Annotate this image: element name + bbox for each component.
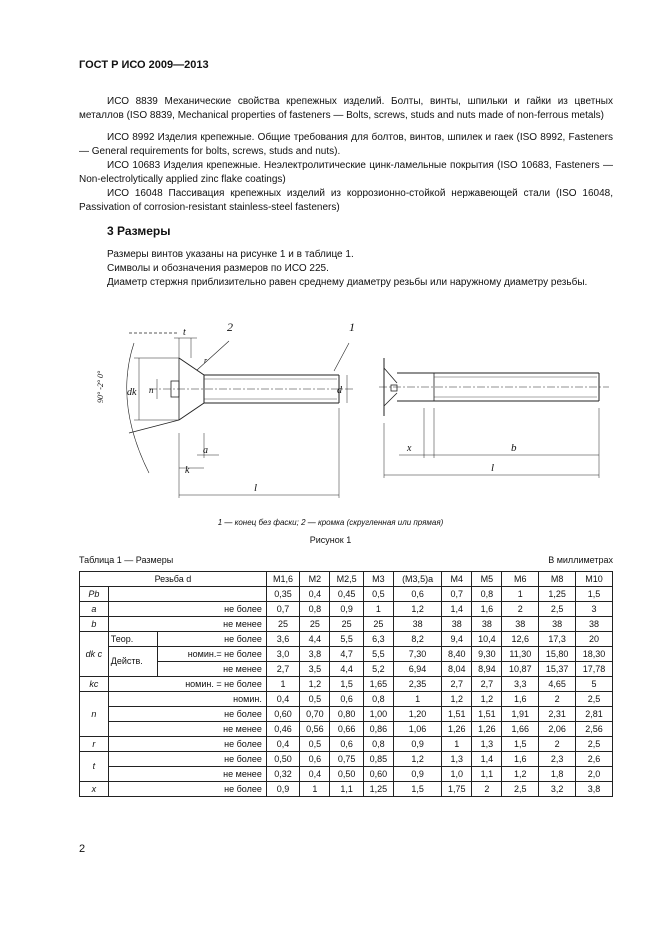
table-cell: 1,2 xyxy=(472,692,502,707)
table-cell: 25 xyxy=(266,617,299,632)
label-l2: l xyxy=(491,462,495,474)
table-symbol: dk c xyxy=(80,632,109,677)
label-b: b xyxy=(511,442,517,454)
table-cell: 0,5 xyxy=(300,737,330,752)
table-cell: 1,4 xyxy=(472,752,502,767)
table-cell: 0,4 xyxy=(300,767,330,782)
page-number: 2 xyxy=(79,843,86,855)
table-cell: 0,85 xyxy=(363,752,393,767)
table-unit: В миллиметрах xyxy=(548,555,613,565)
table-cell: 25 xyxy=(363,617,393,632)
table-cell: 5,2 xyxy=(363,662,393,677)
table-cell: 2,81 xyxy=(576,707,613,722)
table-cell: 9,4 xyxy=(442,632,472,647)
label-k: k xyxy=(185,465,190,476)
table-cell: 1,25 xyxy=(539,587,576,602)
table-cell: 1,5 xyxy=(393,782,441,797)
table-cell: 38 xyxy=(576,617,613,632)
table-cell: 1,06 xyxy=(393,722,441,737)
table-cell: 5,5 xyxy=(330,632,363,647)
table-cell: 17,78 xyxy=(576,662,613,677)
table-cell: 38 xyxy=(393,617,441,632)
table-cell: 1,3 xyxy=(472,737,502,752)
table-row xyxy=(80,692,613,707)
table-cell: 4,4 xyxy=(330,662,363,677)
table-cell: 0,50 xyxy=(266,752,299,767)
table-cell: 2 xyxy=(502,602,539,617)
table-row xyxy=(80,677,613,692)
table-cell: 1,0 xyxy=(442,767,472,782)
table-condition: не менее xyxy=(108,617,266,632)
table-row xyxy=(80,722,613,737)
section-title: 3 Размеры xyxy=(107,224,171,238)
table-cell: 1,2 xyxy=(393,752,441,767)
table-header-cell: (M3,5)a xyxy=(393,572,441,587)
table-cell: 0,45 xyxy=(330,587,363,602)
table-cell: 4,7 xyxy=(330,647,363,662)
label-x: x xyxy=(407,443,412,454)
table-symbol: a xyxy=(80,602,109,617)
ref-iso-16048: ИСО 16048 Пассивация крепежных изделий из коррозионно-стойкой нержавеющей стали (ISO 16048, Passivation of corrosion-resistant stainless-steel fasteners) xyxy=(79,188,613,213)
table-cell: 0,6 xyxy=(300,752,330,767)
table-subhead: Действ. xyxy=(108,647,158,677)
table-symbol: x xyxy=(80,782,109,797)
table-cell: 1,2 xyxy=(393,602,441,617)
ref-iso-8992: ИСО 8992 Изделия крепежные. Общие требования для болтов, винтов, шпилек и гаек (ISO 8992, Fasteners — General requirements for bolts, screws, studs and nuts). xyxy=(79,132,613,157)
figure-caption: Рисунок 1 xyxy=(309,535,352,545)
table-cell: 4,65 xyxy=(539,677,576,692)
figure-legend: 1 — конец без фаски; 2 — кромка (скругленная или прямая) xyxy=(217,518,444,527)
section-para: Символы и обозначения размеров по ИСО 225. xyxy=(107,263,329,274)
table-condition: номин. xyxy=(108,692,266,707)
table-cell: 3,6 xyxy=(266,632,299,647)
table-cell: 2,56 xyxy=(576,722,613,737)
table-cell: 1 xyxy=(442,737,472,752)
table-cell: 0,9 xyxy=(393,767,441,782)
table-cell: 1,1 xyxy=(330,782,363,797)
table-cell: 7,30 xyxy=(393,647,441,662)
table-cell: 2 xyxy=(472,782,502,797)
table-cell: 6,3 xyxy=(363,632,393,647)
table-cell: 18,30 xyxy=(576,647,613,662)
table-cell: 15,37 xyxy=(539,662,576,677)
table-header-thread: Резьба d xyxy=(80,572,267,587)
table-symbol: b xyxy=(80,617,109,632)
table-cell: 0,9 xyxy=(330,602,363,617)
table-symbol: Pb xyxy=(80,587,109,602)
table-row xyxy=(80,737,613,752)
table-cell: 25 xyxy=(300,617,330,632)
table-cell: 0,86 xyxy=(363,722,393,737)
table-cell: 2,7 xyxy=(442,677,472,692)
table-cell: 1 xyxy=(502,587,539,602)
table-cell: 5,5 xyxy=(363,647,393,662)
table-cell: 0,8 xyxy=(300,602,330,617)
table-caption: Таблица 1 — Размеры xyxy=(79,555,174,565)
table-cell: 8,04 xyxy=(442,662,472,677)
table-cell: 0,32 xyxy=(266,767,299,782)
table-cell: 38 xyxy=(442,617,472,632)
table-cell: 2 xyxy=(539,737,576,752)
table-cell: 2,31 xyxy=(539,707,576,722)
table-cell: 1,5 xyxy=(502,737,539,752)
table-condition: не более xyxy=(108,707,266,722)
table-cell: 1,5 xyxy=(330,677,363,692)
table-cell: 2,3 xyxy=(539,752,576,767)
table-cell: 0,8 xyxy=(363,737,393,752)
table-cell: 0,7 xyxy=(442,587,472,602)
table-cell: 0,6 xyxy=(330,692,363,707)
table-cell: 0,4 xyxy=(300,587,330,602)
callout-1: 1 xyxy=(349,320,355,334)
table-cell: 2,6 xyxy=(576,752,613,767)
table-cell: 2,0 xyxy=(576,767,613,782)
ref-iso-10683: ИСО 10683 Изделия крепежные. Неэлектролитические цинк-ламельные покрытия (ISO 10683, Fasteners — Non-electrolytically applied zinc flake coatings) xyxy=(79,160,613,185)
table-cell: 0,7 xyxy=(266,602,299,617)
table-header-cell: M10 xyxy=(576,572,613,587)
table-row xyxy=(80,707,613,722)
table-condition: не более xyxy=(108,602,266,617)
table-condition: не более xyxy=(158,632,267,647)
table-cell: 6,94 xyxy=(393,662,441,677)
table-cell: 0,35 xyxy=(266,587,299,602)
table-condition: номин.= не более xyxy=(158,647,267,662)
table-cell: 1,5 xyxy=(576,587,613,602)
table-cell: 8,40 xyxy=(442,647,472,662)
label-dk: dk xyxy=(127,387,137,398)
table-cell: 1,91 xyxy=(502,707,539,722)
table-cell: 3,8 xyxy=(576,782,613,797)
table-cell: 2,06 xyxy=(539,722,576,737)
table-condition xyxy=(108,587,266,602)
table-cell: 0,6 xyxy=(393,587,441,602)
table-cell: 25 xyxy=(330,617,363,632)
table-row xyxy=(80,587,613,602)
table-row xyxy=(80,632,613,647)
table-symbol: r xyxy=(80,737,109,752)
table-cell: 3,0 xyxy=(266,647,299,662)
table-cell: 2,5 xyxy=(502,782,539,797)
table-cell: 0,75 xyxy=(330,752,363,767)
section-para: Диаметр стержня приблизительно равен среднему диаметру резьбы или наружному диаметру резьбы. xyxy=(107,277,588,288)
table-cell: 0,5 xyxy=(300,692,330,707)
table-condition: не более xyxy=(108,782,266,797)
table-row xyxy=(80,752,613,767)
table-cell: 0,5 xyxy=(363,587,393,602)
table-cell: 1,51 xyxy=(442,707,472,722)
table-cell: 2,35 xyxy=(393,677,441,692)
table-cell: 1,6 xyxy=(502,752,539,767)
table-header-cell: M1,6 xyxy=(266,572,299,587)
label-t: t xyxy=(183,327,186,338)
table-header-cell: M2 xyxy=(300,572,330,587)
table-cell: 2 xyxy=(539,692,576,707)
table-subhead: Теор. xyxy=(108,632,158,647)
page-header: ГОСТ Р ИСО 2009—2013 xyxy=(79,59,209,71)
table-cell: 8,94 xyxy=(472,662,502,677)
table-cell: 2,5 xyxy=(576,737,613,752)
table-cell: 1,6 xyxy=(472,602,502,617)
table-cell: 0,70 xyxy=(300,707,330,722)
table-cell: 0,60 xyxy=(266,707,299,722)
table-cell: 1,3 xyxy=(442,752,472,767)
table-cell: 5 xyxy=(576,677,613,692)
label-n: n xyxy=(149,385,154,395)
callout-2: 2 xyxy=(227,320,233,334)
table-cell: 20 xyxy=(576,632,613,647)
table-cell: 38 xyxy=(502,617,539,632)
table-header-cell: M2,5 xyxy=(330,572,363,587)
table-cell: 0,46 xyxy=(266,722,299,737)
table-header-cell: M3 xyxy=(363,572,393,587)
table-cell: 4,4 xyxy=(300,632,330,647)
table-cell: 2,7 xyxy=(266,662,299,677)
table-cell: 1,26 xyxy=(472,722,502,737)
table-header-cell: M4 xyxy=(442,572,472,587)
section-para: Размеры винтов указаны на рисунке 1 и в таблице 1. xyxy=(107,249,354,260)
table-row xyxy=(80,602,613,617)
table-cell: 0,66 xyxy=(330,722,363,737)
table-row xyxy=(80,617,613,632)
table-header-cell: M6 xyxy=(502,572,539,587)
table-cell: 2,5 xyxy=(576,692,613,707)
table-cell: 0,6 xyxy=(330,737,363,752)
table-cell: 1,2 xyxy=(502,767,539,782)
table-cell: 1,1 xyxy=(472,767,502,782)
table-cell: 10,87 xyxy=(502,662,539,677)
table-cell: 1,2 xyxy=(300,677,330,692)
table-condition: не менее xyxy=(158,662,267,677)
label-a: a xyxy=(203,445,208,456)
table-symbol: n xyxy=(80,692,109,737)
table-cell: 3 xyxy=(576,602,613,617)
table-cell: 3,8 xyxy=(300,647,330,662)
table-cell: 0,60 xyxy=(363,767,393,782)
table-cell: 1,2 xyxy=(442,692,472,707)
table-cell: 9,30 xyxy=(472,647,502,662)
table-cell: 2,5 xyxy=(539,602,576,617)
ref-iso-8839: ИСО 8839 Механические свойства крепежных изделий. Болты, винты, шпильки и гайки из цветных металлов (ISO 8839, Mechanical properties of fasteners — Bolts, screws, studs and nuts made of non-ferrous metals) xyxy=(79,96,613,121)
table-cell: 1 xyxy=(393,692,441,707)
table-cell: 1,25 xyxy=(363,782,393,797)
table-header-cell: M5 xyxy=(472,572,502,587)
table-cell: 1,66 xyxy=(502,722,539,737)
table-cell: 0,56 xyxy=(300,722,330,737)
screw-drawing xyxy=(79,313,613,513)
label-l: l xyxy=(254,482,258,494)
table-cell: 1,00 xyxy=(363,707,393,722)
table-header-row xyxy=(80,572,613,587)
table-cell: 1,65 xyxy=(363,677,393,692)
table-symbol: kc xyxy=(80,677,109,692)
label-r: r xyxy=(204,356,208,365)
label-angle: 90° -2° 0° xyxy=(96,370,105,403)
label-d: d xyxy=(337,385,342,396)
table-cell: 0,4 xyxy=(266,692,299,707)
table-cell: 0,9 xyxy=(393,737,441,752)
table-cell: 1,51 xyxy=(472,707,502,722)
table-cell: 1,8 xyxy=(539,767,576,782)
table-cell: 1 xyxy=(300,782,330,797)
table-cell: 0,8 xyxy=(472,587,502,602)
table-cell: 38 xyxy=(539,617,576,632)
table-cell: 0,80 xyxy=(330,707,363,722)
table-condition: номин. = не более xyxy=(108,677,266,692)
table-cell: 17,3 xyxy=(539,632,576,647)
dimensions-table xyxy=(79,571,613,797)
table-cell: 3,3 xyxy=(502,677,539,692)
table-condition: не менее xyxy=(108,722,266,737)
table-cell: 1,26 xyxy=(442,722,472,737)
table-row xyxy=(80,662,613,677)
table-symbol: t xyxy=(80,752,109,782)
table-cell: 1,4 xyxy=(442,602,472,617)
table-cell: 3,2 xyxy=(539,782,576,797)
table-row xyxy=(80,647,613,662)
table-cell: 10,4 xyxy=(472,632,502,647)
table-cell: 1,75 xyxy=(442,782,472,797)
table-cell: 3,5 xyxy=(300,662,330,677)
table-cell: 11,30 xyxy=(502,647,539,662)
table-cell: 0,4 xyxy=(266,737,299,752)
table-condition: не более xyxy=(108,737,266,752)
table-cell: 0,50 xyxy=(330,767,363,782)
table-cell: 12,6 xyxy=(502,632,539,647)
table-cell: 0,9 xyxy=(266,782,299,797)
table-cell: 1,20 xyxy=(393,707,441,722)
table-condition: не менее xyxy=(108,767,266,782)
table-cell: 38 xyxy=(472,617,502,632)
table-cell: 1 xyxy=(363,602,393,617)
table-cell: 1 xyxy=(266,677,299,692)
table-header-cell: M8 xyxy=(539,572,576,587)
table-cell: 15,80 xyxy=(539,647,576,662)
table-row xyxy=(80,782,613,797)
table-cell: 2,7 xyxy=(472,677,502,692)
table-cell: 0,8 xyxy=(363,692,393,707)
table-cell: 1,6 xyxy=(502,692,539,707)
table-row xyxy=(80,767,613,782)
table-cell: 8,2 xyxy=(393,632,441,647)
table-condition: не более xyxy=(108,752,266,767)
